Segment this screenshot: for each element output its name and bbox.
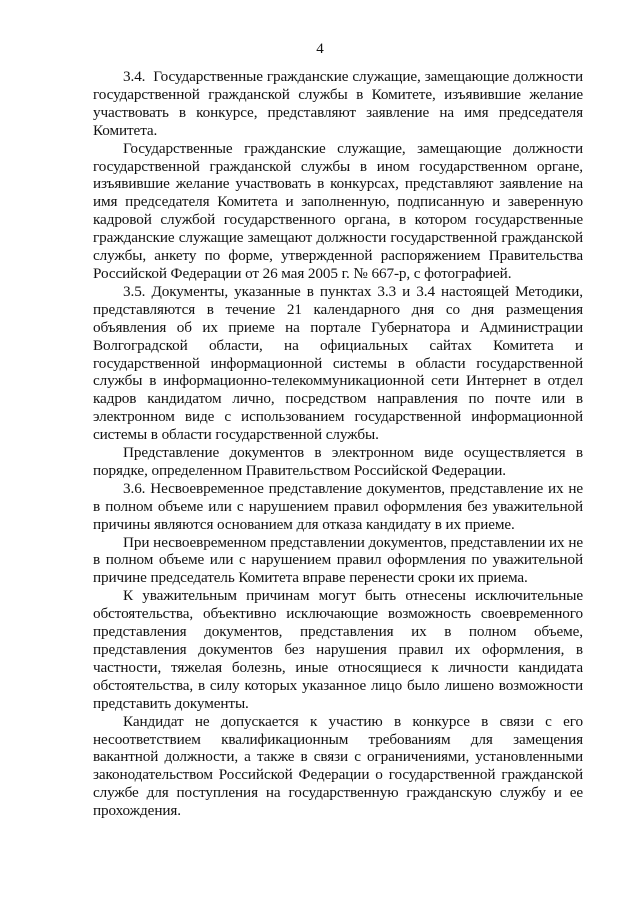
paragraph-3-4-other-agency: Государственные гражданские служащие, замещающие должности государственной гражданской службы в ином государственном органе, изъявившие желание участвовать в конкурсах, представляют заявление на имя председателя Комитета и заполненную, подписанную и заверенную кадровой службой государственного органа, в котором государственные гражданские служащие замещают должности государственной гражданской службы, анкету по форме, утвержденной распоряжением Правительства Российской Федерации от 26 мая 2005 г. № 667-р, с фотографией. (93, 139, 583, 282)
paragraph-3-5: 3.5. Документы, указанные в пунктах 3.3 и 3.4 настоящей Методики, представляются в течение 21 календарного дня со дня размещения объявления об их приеме на портале Губернатора и Администрации Волгоградской области, на официальных сайтах Комитета и государственной информационной системы в области государственной службы в информационно-телекоммуникационной сети Интернет в отдел кадров кандидатом лично, посредством направления по почте или в электронном виде с использованием государственной информационной системы в области государственной службы. (93, 282, 583, 444)
paragraph-3-4: 3.4. Государственные гражданские служащие, замещающие должности государственной гражданской службы в Комитете, изъявившие желание участвовать в конкурсе, представляют заявление на имя председателя Комитета. (93, 68, 583, 139)
document-body (93, 68, 583, 820)
paragraph-deadline-extension: При несвоевременном представлении документов, представлении их не в полном объеме или с нарушением правил оформления по уважительной причине председатель Комитета вправе перенести сроки их приема. (93, 533, 583, 587)
paragraph-3-6: 3.6. Несвоевременное представление документов, представление их не в полном объеме или с нарушением правил оформления без уважительной причины являются основанием для отказа кандидату в их приеме. (93, 479, 583, 533)
paragraph-electronic-submission: Представление документов в электронном виде осуществляется в порядке, определенном Правительством Российской Федерации. (93, 444, 583, 479)
page-number: 4 (316, 41, 324, 57)
paragraph-valid-reasons: К уважительным причинам могут быть отнесены исключительные обстоятельства, объективно исключающие возможность своевременного представления документов, представления их в полном объеме, представления документов без нарушения правил их оформления, в частности, тяжелая болезнь, иные относящиеся к личности кандидата обстоятельства, в силу которых указанное лицо было лишено возможности представить документы. (93, 587, 583, 712)
paragraph-candidate-not-admitted: Кандидат не допускается к участию в конкурсе в связи с его несоответствием квалификационным требованиям для замещения вакантной должности, а также в связи с ограничениями, установленными законодательством Российской Федерации о государственной гражданской службе для поступления на государственную гражданскую службу и ее прохождения. (93, 712, 583, 820)
